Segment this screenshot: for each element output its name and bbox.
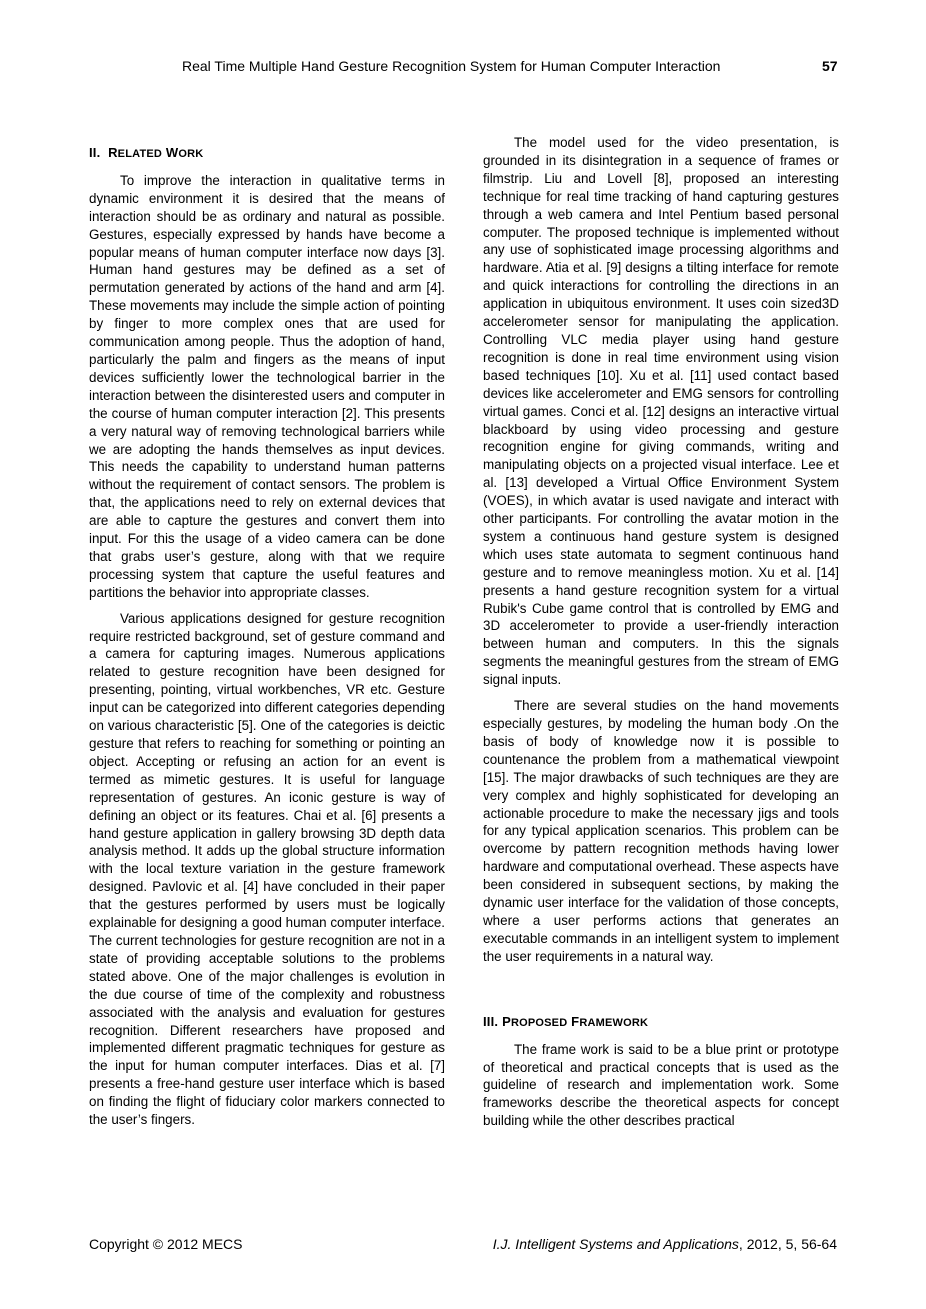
section-heading-related-work [89, 144, 445, 164]
journal-citation [493, 1236, 837, 1252]
heading-initial: R [108, 145, 118, 160]
body-paragraph: To improve the interaction in qualitative terms in dynamic environment it is desired that the means of interaction should be as ordinary and natural as possible. Gestures, especially expressed by hands have become a popular means of human computer interface now days [3]. Human hand gestures may be defined as a set of permutation generated by actions of the hand and arm [4]. These movements may include the simple action of pointing by finger to more complex ones that are used for communication among people. Thus the adoption of hand, particularly the palm and fingers as the means of input devices sufficiently lower the technological barrier in the interaction between the disinterested users and computer in the course of human computer interaction [2]. This presents a very natural way of removing technological barriers while we are adopting the hands themselves as input devices. This needs the capability to understand human patterns without the requirement of contact sensors. The problem is that, the applications need to rely on external devices that are able to capture the gestures and convert them into input. For this the usage of a video camera can be done that grabs user’s gesture, along with that we require processing system that capture the useful features and partitions the behavior into appropriate classes. [89, 172, 445, 600]
heading-smallcaps: ORK [178, 148, 204, 160]
left-column [89, 134, 445, 1137]
body-paragraph: The frame work is said to be a blue print or prototype of theoretical and practical concepts that is used as the guideline of research and implementation work. Some frameworks describe the theoretical aspects for concept building while the other describes practical [483, 1041, 839, 1129]
heading-initial: W [165, 145, 179, 160]
right-column [483, 134, 839, 1138]
section-number: II. [89, 145, 101, 160]
running-title: Real Time Multiple Hand Gesture Recognition System for Human Computer Interaction [182, 58, 721, 74]
journal-name: I.J. Intelligent Systems and Applications [492, 1236, 739, 1252]
copyright-notice: Copyright © 2012 MECS [89, 1236, 243, 1252]
heading-smallcaps: ROPOSED [510, 1016, 568, 1029]
body-paragraph: Various applications designed for gesture recognition require restricted background, set of gesture command and a camera for capturing images. Numerous applications related to gesture recognition have been designed for presenting, pointing, virtual workbenches, VR etc. Gesture input can be categorized into different categories depending on various characteristic [5]. One of the categories is deictic gesture that refers to reaching for something or pointing an object. Accepting or refusing an action for an event is termed as mimetic gestures. It is useful for language representation of gestures. An iconic gesture is way of defining an object or its features. Chai et al. [6] presents a hand gesture application in gallery browsing 3D depth data analysis method. It adds up the global structure information with the local texture variation in the gesture framework designed. Pavlovic et al. [4] have concluded in their paper that the gestures performed by users must be logically explainable for designing a good human computer interface. The current technologies for gesture recognition are not in a state of providing acceptable solutions to the problems stated above. One of the major challenges is evolution in the due course of time of the complexity and robustness associated with the analysis and evaluation for gestures recognition. Different researchers have proposed and implemented different pragmatic techniques for gesture as the input for human computer interfaces. Dias et al. [7] presents a free-hand gesture user interface which is based on finding the flight of fiduciary color markers connected to the user’s fingers. [89, 610, 445, 1128]
section-spacer [483, 974, 839, 1013]
section-heading-proposed-framework [483, 1013, 839, 1033]
page-header [0, 58, 926, 76]
page-number: 57 [822, 58, 838, 74]
heading-initial: F [571, 1013, 580, 1029]
section-number: III. [483, 1013, 499, 1029]
body-paragraph: There are several studies on the hand movements especially gestures, by modeling the human body .On the basis of body of knowledge now it is possible to countenance the problem from a mathematical viewpoint [15]. The major drawbacks of such techniques are they are very complex and highly sophisticated for developing an actionable procedure to make the necessary jigs and tools for any typical application scenarios. This problem can be overcome by pattern recognition methods having lower hardware and computational overhead. These aspects have been considered in subsequent sections, by making the dynamic user interface for the validation of those concepts, where a user performs actions that generates an executable commands in an intelligent system to implement the user requirements in a natural way. [483, 698, 839, 964]
body-paragraph: The model used for the video presentation, is grounded in its disintegration in a sequence of frames or filmstrip. Liu and Lovell [8], proposed an interesting technique for real time tracking of hand capturing gestures through a web camera and Intel Pentium based personal computer. The proposed technique is implemented without any use of sophisticated image processing algorithms and hardware. Atia et al. [9] designs a tilting interface for remote and quick interactions for controlling the directions in an application in ubiquitous environment. It uses coin sized3D accelerometer sensor for manipulating the application. Controlling VLC media player using hand gesture recognition is done in real time environment using vision based techniques [10]. Xu et al. [11] used contact based devices like accelerometer and EMG sensors for controlling virtual games. Conci et al. [12] designs an interactive virtual blackboard by using video processing and gesture recognition engine for giving commands, writing and manipulating objects on a projected visual interface. Lee et al. [13] developed a Virtual Office Environment System (VOES), in which avatar is used navigate and interact with other participants. For controlling the avatar motion in the system a continuous hand gesture system is designed which uses state automata to segment continuous hand gesture and to remove meaningless motion. Xu et al. [14] presents a hand gesture recognition system for a virtual Rubik's Cube game control that is controlled by EMG and 3D accelerometer to provide a user-friendly interaction between human and computers. In this the signals segments the meaningful gestures from the stream of EMG signal inputs. [483, 135, 839, 688]
heading-initial: P [502, 1013, 511, 1029]
journal-details: , 2012, 5, 56-64 [738, 1236, 837, 1252]
heading-smallcaps: RAMEWORK [579, 1016, 649, 1029]
heading-smallcaps: ELATED [117, 148, 163, 160]
